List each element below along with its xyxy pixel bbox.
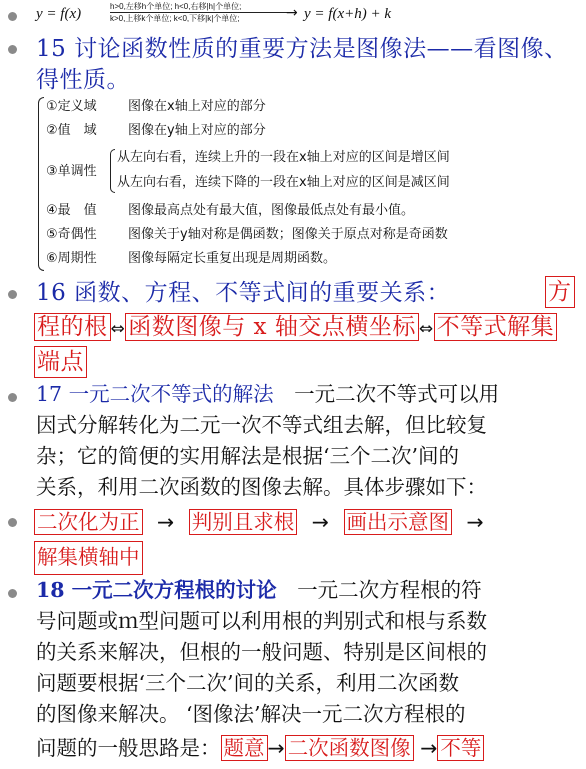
item-key: ②值 域 (46, 123, 97, 138)
s16-box-graph: 函数图像与 x 轴交点横坐标 (125, 313, 419, 341)
s17-arrow: → (466, 510, 484, 534)
s16-box-ineq: 不等式解集 (434, 313, 558, 341)
s18-text-5: 问题的一般思路是： (36, 736, 221, 760)
bullet (8, 45, 17, 54)
s16-line2 (34, 312, 557, 344)
s15-item-extremum (46, 202, 414, 220)
bullet (8, 589, 17, 598)
s18-box-meaning: 题意 (221, 735, 268, 761)
brace-main (38, 97, 44, 271)
s16-lead: 16 函数、方程、不等式间的重要关系： (36, 280, 451, 306)
bullet (8, 518, 17, 527)
s17-text-3: 关系，利用二次函数的图像去解。具体步骤如下： (36, 475, 487, 499)
item-key: ④最 值 (46, 203, 97, 218)
s17-text-0: 一元二次不等式可以用 (294, 382, 500, 406)
s16-box-root-top: 方 (545, 276, 575, 308)
s18-text-4: 的图像来解决。 ‘图像法’解决一元二次方程根的 (36, 702, 466, 726)
s17-line1 (36, 379, 499, 411)
s18-text-2: 的关系来解决，但根的一般问题、特别是区间根的 (36, 640, 487, 664)
bullet (8, 393, 17, 402)
formula-right: y = f(x+h) + k (304, 6, 391, 22)
s17-text-2: 杂；它的简便的实用解法是根据‘三个二次’间的 (36, 444, 460, 468)
s17-title: 17 一元二次不等式的解法 (36, 382, 274, 406)
s16-equiv-1: ⇔ (110, 319, 126, 339)
s15-item-monotonic-inc: 从左向右看，连续上升的一段在x轴上对应的区间是增区间 (117, 150, 450, 165)
s17-step-2: 判别且求根 (189, 509, 298, 535)
s18-arrow: → (267, 736, 285, 760)
item-key: ⑥周期性 (46, 251, 97, 266)
item-value: 图像最高点处有最大值，图像最低点处有最小值。 (128, 203, 415, 218)
formula-condition-vertical: k>0,上移k个单位; k<0,下移|k|个单位; (110, 14, 240, 23)
s17-step-4: 解集横轴中 (34, 541, 143, 575)
s15-heading-line1: 15 讨论函数性质的重要方法是图像法——看图像、 (36, 36, 568, 62)
item-key: ①定义域 (46, 99, 97, 114)
s15-item-domain (46, 98, 266, 116)
s15-item-range (46, 122, 266, 140)
brace-monotonic (110, 149, 115, 193)
s18-text-3: 问题要根据‘三个二次’间的关系，利用二次函数 (36, 671, 460, 695)
s18-line1 (36, 575, 482, 607)
formula-arrow: → (286, 5, 298, 21)
item-value: 图像每隔定长重复出现是周期函数。 (128, 251, 337, 266)
s17-steps (34, 507, 484, 539)
bullet (8, 290, 17, 299)
item-value: 图像在y轴上对应的部分 (128, 123, 266, 138)
s15-heading-line2: 得性质。 (36, 67, 130, 93)
s17-arrow: → (311, 510, 329, 534)
s16-equiv-2: ⇔ (418, 319, 434, 339)
s18-box-graph: 二次函数图像 (285, 735, 414, 761)
s18-title: 18 一元二次方程根的讨论 (36, 578, 277, 602)
s17-text-1: 因式分解转化为二元一次不等式组去解，但比较复 (36, 413, 487, 437)
item-value: 图像在x轴上对应的部分 (128, 99, 266, 114)
s17-step-1: 二次化为正 (34, 509, 143, 535)
s18-box-ineq: 不等 (437, 735, 484, 761)
s18-text-1: 号问题或ｍ型问题可以利用根的判别式和根与系数 (36, 609, 487, 633)
s17-arrow: → (157, 510, 175, 534)
formula-condition-horizontal: h>0,左移h个单位; h<0,右移|h|个单位; (110, 2, 242, 11)
s16-box-endpoint: 端点 (34, 346, 87, 378)
item-key: ⑤奇偶性 (46, 227, 97, 242)
s18-text-0: 一元二次方程根的符 (297, 578, 482, 602)
s15-item-monotonic-dec: 从左向右看，连续下降的一段在x轴上对应的区间是减区间 (117, 175, 450, 190)
bullet (8, 12, 17, 21)
formula-condition-block (110, 2, 288, 23)
s18-arrow: → (420, 736, 438, 760)
item-value: 图像关于y轴对称是偶函数；图像关于原点对称是奇函数 (128, 227, 448, 242)
s15-item-period (46, 250, 336, 268)
s15-item-parity (46, 226, 448, 244)
formula-left: y = f(x) (36, 6, 82, 22)
s15-item-monotonic-key: ③单调性 (46, 164, 97, 179)
s17-step-3: 画出示意图 (344, 509, 453, 535)
s16-box-root: 程的根 (34, 313, 111, 341)
s18-line6 (36, 733, 484, 765)
formula-arrow-line (110, 12, 288, 13)
